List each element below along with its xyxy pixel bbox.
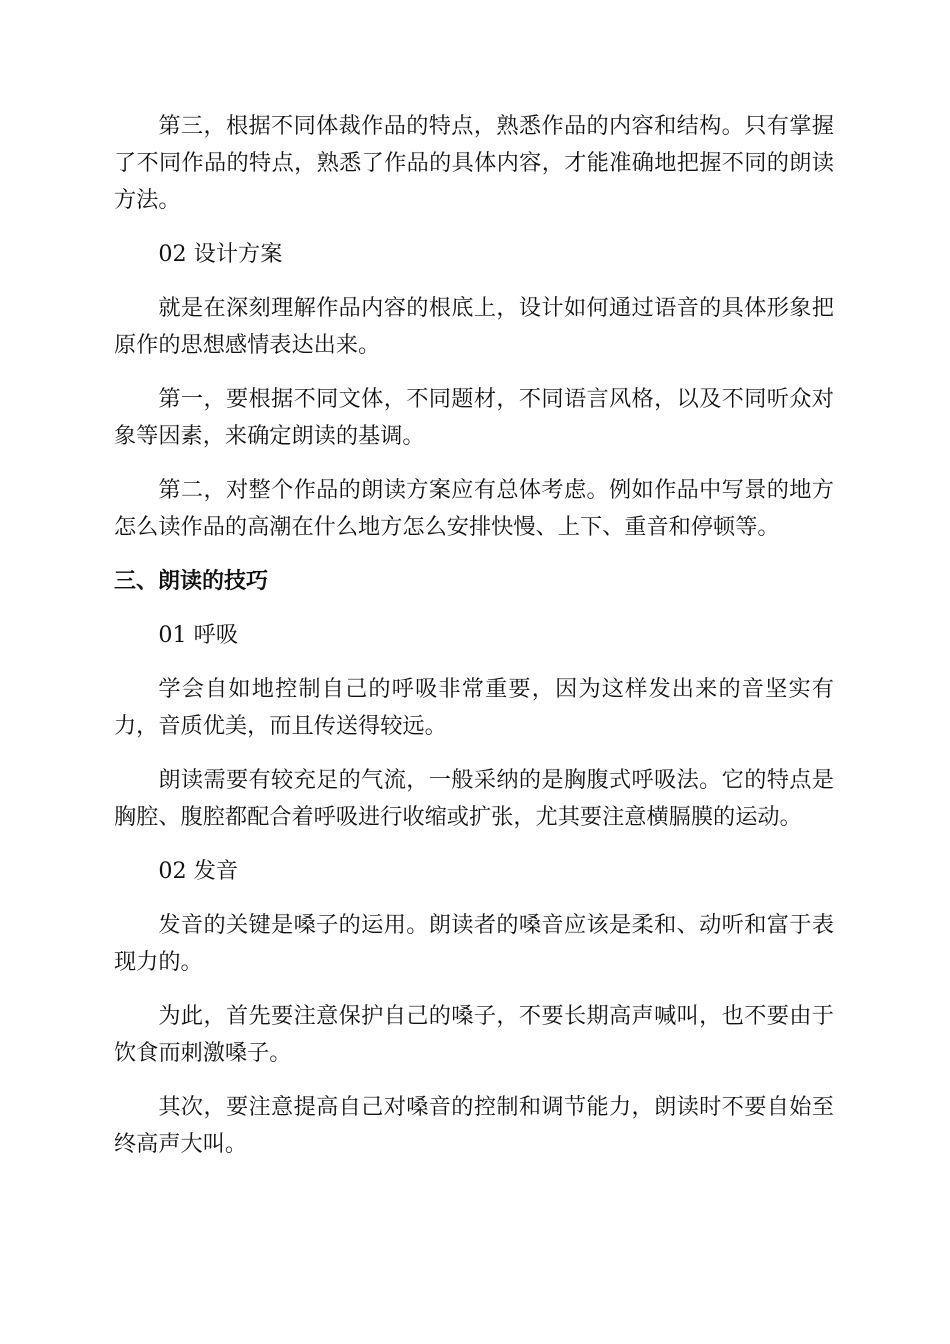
subheading-pronunciation: 02 发音	[158, 858, 239, 884]
paragraph-chest-abdominal-breathing: 朗读需要有较充足的气流，一般采纳的是胸腹式呼吸法。它的特点是胸腔、腹腔都配合着呼吸进行收缩或扩张，尤其要注意横膈膜的运动。	[114, 767, 834, 830]
document-page	[114, 108, 834, 1180]
paragraph-overall-plan: 第二，对整个作品的朗读方案应有总体考虑。例如作品中写景的地方怎么读作品的高潮在什么地方怎么安排快慢、上下、重音和停顿等。	[114, 477, 834, 540]
paragraph-design-definition: 就是在深刻理解作品内容的根底上，设计如何通过语音的具体形象把原作的思想感情表达出来。	[114, 295, 834, 358]
subheading-design-plan: 02 设计方案	[158, 241, 283, 267]
paragraph-voice-control: 其次，要注意提高自己对嗓音的控制和调节能力，朗读时不要自始至终高声大叫。	[114, 1094, 834, 1157]
subheading-breathing: 01 呼吸	[158, 622, 239, 648]
paragraph-voice-use: 发音的关键是嗓子的运用。朗读者的嗓音应该是柔和、动听和富于表现力的。	[114, 912, 834, 975]
paragraph-tone-basis: 第一，要根据不同文体，不同题材，不同语言风格，以及不同听众对象等因素，来确定朗读的基调。	[114, 386, 834, 449]
paragraph-voice-protection: 为此，首先要注意保护自己的嗓子，不要长期高声喊叫，也不要由于饮食而刺激嗓子。	[114, 1003, 834, 1066]
section-heading-reading-skills: 三、朗读的技巧	[114, 569, 269, 594]
paragraph-structure-study: 第三，根据不同体裁作品的特点，熟悉作品的内容和结构。只有掌握了不同作品的特点，熟悉了作品的具体内容，才能准确地把握不同的朗读方法。	[114, 113, 834, 213]
paragraph-breath-control: 学会自如地控制自己的呼吸非常重要，因为这样发出来的音坚实有力，音质优美，而且传送得较远。	[114, 676, 834, 739]
